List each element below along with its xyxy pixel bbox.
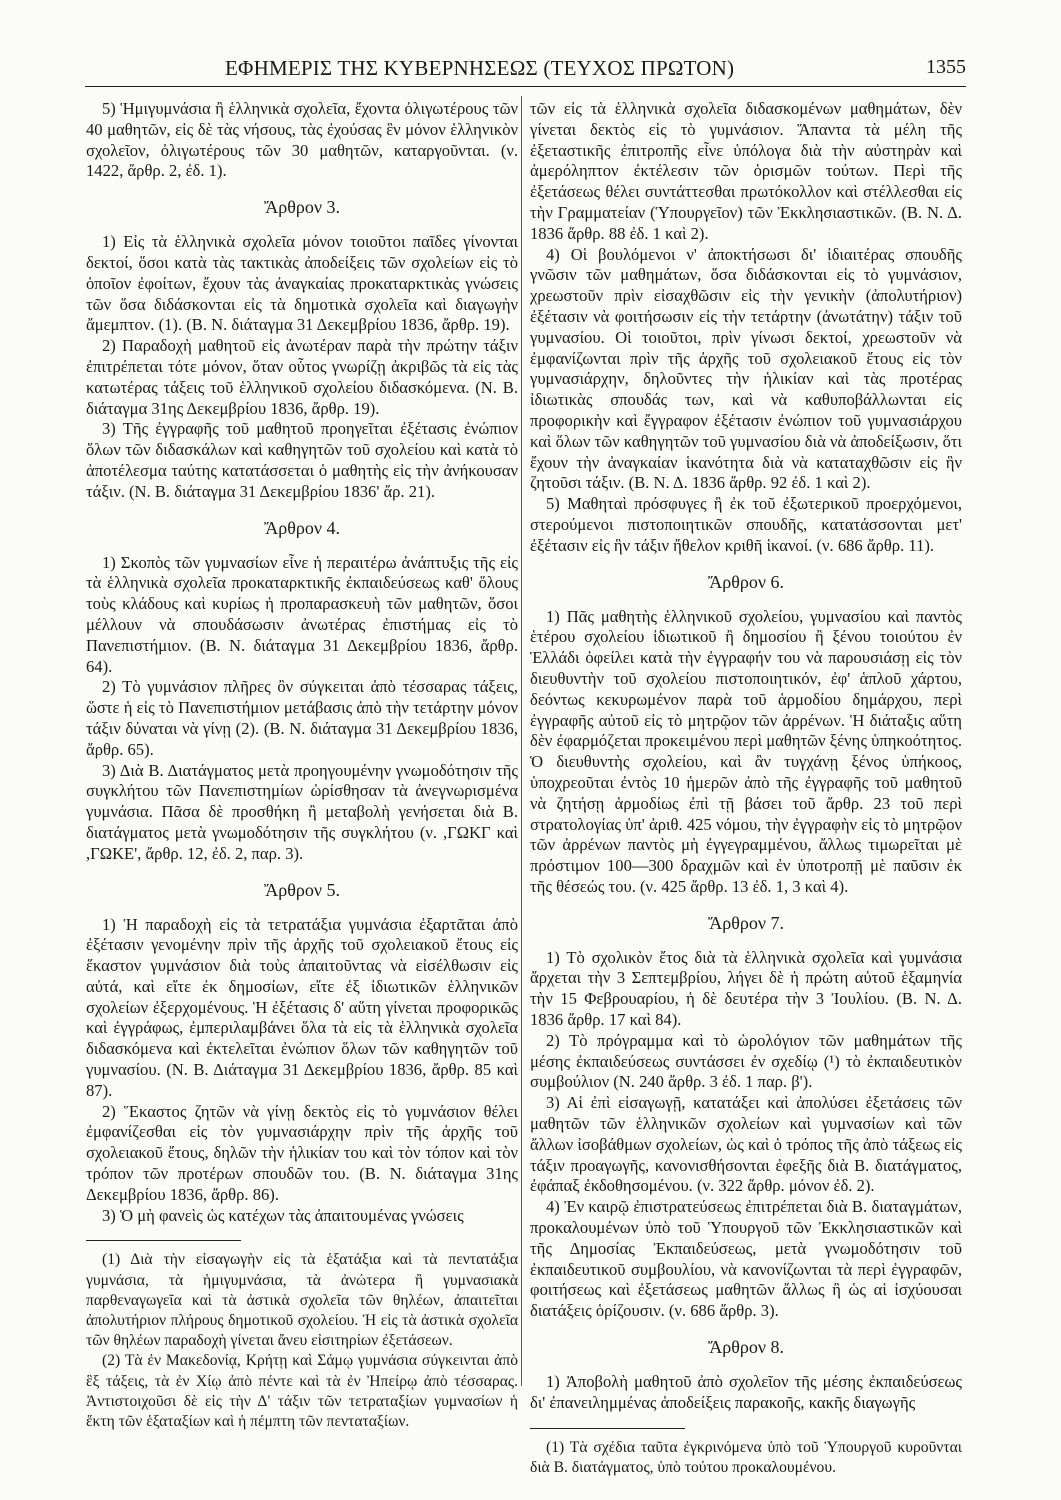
paragraph: 1) Ἀποβολὴ μαθητοῦ ἀπὸ σχολεῖον τῆς μέσης ἐκπαιδεύσεως δι' ἐπανειλημμένας ἀποδείξεις παρακοῆς, κακῆς διαγωγῆς: [530, 1372, 962, 1412]
footnote: (1) Διὰ τὴν εἰσαγωγὴν εἰς τὰ ἑξατάξια καὶ τὰ πεντατάξια γυμνάσια, τὰ ἡμιγυμνάσια, τὰ ἀνώτερα ἢ γυμνασιακὰ παρθεναγωγεῖα καὶ τὰ ἀστικὰ σχολεῖα τῶν θηλέων, ἀπαιτεῖται ἀπολυτήριον πλήρους δημοτικοῦ σχολείου. Ἡ εἰς τὰ ἀστικὰ σχολεῖα τῶν θηλέων παραδοχὴ γίνεται ἄνευ εἰσιτηρίων ἐξετάσεων.: [86, 1251, 518, 1350]
paragraph: 4) Ἐν καιρῷ ἐπιστρατεύσεως ἐπιτρέπεται διὰ Β. διαταγμάτων, προκαλουμένων ὑπὸ τοῦ Ὑπουργοῦ τῶν Ἐκκλησιαστικῶν καὶ τῆς Δημοσίας Ἐκπαιδεύσεως, μετὰ γνωμοδότησιν τοῦ ἐκπαιδευτικοῦ συμβουλίου, νὰ κανονίζωνται τὰ περὶ ἐγγραφῶν, φοιτήσεως καὶ ἐξετάσεως μαθητῶν ἄλλως ἢ ὡς αἱ ἰσχύουσαι διατάξεις ὁρίζουσιν. (ν. 686 ἄρθρ. 3).: [530, 1197, 962, 1321]
footnote: (2) Τὰ ἐν Μακεδονίᾳ, Κρήτῃ καὶ Σάμῳ γυμνάσια σύγκεινται ἀπὸ ἓξ τάξεις, τὰ ἐν Χίῳ ἀπὸ πέντε καὶ τὰ ἐν Ἠπείρῳ ἀπὸ τέσσαρας. Ἀντιστοιχοῦσι δὲ εἰς τὴν Δ' τάξιν τῶν τετραταξίων γυμνασίων ἡ ἕκτη τῶν ἑξαταξίων καὶ ἡ πέμπτη τῶν πενταταξίων.: [86, 1352, 518, 1431]
paragraph: 2) Τὸ πρόγραμμα καὶ τὸ ὡρολόγιον τῶν μαθημάτων τῆς μέσης ἐκπαιδεύσεως συντάσσει ἐν σχεδίῳ (¹) τὸ ἐκπαιδευτικὸν συμβούλιον (Ν. 240 ἄρθρ. 3 ἐδ. 1 παρ. β').: [530, 1030, 962, 1092]
paragraph: 2) Ἕκαστος ζητῶν νὰ γίνῃ δεκτὸς εἰς τὸ γυμνάσιον θέλει ἐμφανίζεσθαι εἰς τὸν γυμνασιάρχην πρὶν τῆς ἀρχῆς τοῦ σχολειακοῦ ἔτους, δηλῶν τὴν ἡλικίαν του καὶ τὸν τόπον καὶ τὸν τρόπον τῶν προτέρων σπουδῶν του. (Β. Ν. διάταγμα 31ης Δεκεμβρίου 1836, ἄρθρ. 86).: [86, 1101, 518, 1204]
page-number: 1355: [926, 56, 966, 78]
footnote-rule: [530, 1428, 685, 1429]
article-heading: Ἄρθρον 3.: [264, 197, 340, 218]
paragraph: 3) Ὁ μὴ φανεὶς ὡς κατέχων τὰς ἀπαιτουμένας γνώσεις: [102, 1205, 464, 1225]
paragraph: τῶν εἰς τὰ ἑλληνικὰ σχολεῖα διδασκομένων μαθημάτων, δὲν γίνεται δεκτὸς εἰς τὸ γυμνάσιον. Ἅπαντα τὰ μέλη τῆς ἐξεταστικῆς ἐπιτροπῆς εἶνε ὑπόλογα διὰ τὴν αὐστηρὰν καὶ ἀμερόληπτον ἐκτέλεσιν τῶν ὁρισμῶν τούτων. Περὶ τῆς ἐξετάσεως θέλει συντάττεσθαι πρωτόκολλον καὶ στέλλεσθαι εἰς τὴν Γραμματείαν (Ὑπουργεῖον) τῶν Ἐκκλησιαστικῶν. (Β. Ν. Δ. 1836 ἄρθρ. 88 ἐδ. 1 καὶ 2).: [530, 99, 962, 243]
left-column: [86, 99, 518, 1432]
gazette-title: ΕΦΗΜΕΡΙΣ ΤΗΣ ΚΥΒΕΡΝΗΣΕΩΣ (ΤΕΥΧΟΣ ΠΡΩΤΟΝ): [225, 56, 735, 80]
paragraph: 2) Παραδοχὴ μαθητοῦ εἰς ἀνωτέραν παρὰ τὴν πρώτην τάξιν ἐπιτρέπεται τότε μόνον, ὅταν οὗτος γνωρίζῃ ἀκριβῶς τὰ εἰς τὰς κατωτέρας τάξεις τοῦ ἑλληνικοῦ σχολείου διδασκόμενα. (Ν. Β. διάταγμα 31ης Δεκεμβρίου 1836, ἄρθρ. 19).: [86, 336, 518, 418]
left-footnotes: [86, 1240, 518, 1432]
right-footnotes: [530, 1428, 962, 1478]
article-heading: Ἄρθρον 7.: [708, 912, 784, 933]
article-heading: Ἄρθρον 8.: [708, 1337, 784, 1358]
paragraph: 1) Τὸ σχολικὸν ἔτος διὰ τὰ ἑλληνικὰ σχολεῖα καὶ γυμνάσια ἄρχεται τὴν 3 Σεπτεμβρίου, λήγει δὲ ἡ πρώτη αὐτοῦ ἑξαμηνία τὴν 15 Φεβρουαρίου, ἡ δὲ δευτέρα τὴν 3 Ἰουλίου. (Β. Ν. Δ. 1836 ἄρθρ. 17 καὶ 84).: [530, 947, 962, 1030]
right-column: [530, 99, 962, 1478]
paragraph: 3) Τῆς ἐγγραφῆς τοῦ μαθητοῦ προηγεῖται ἐξέτασις ἐνώπιον ὅλων τῶν διδασκάλων καὶ καθηγητῶν τοῦ σχολείου καὶ κατὰ τὸ ἀποτέλεσμα ταύτης κατατάσσεται ὁ μαθητὴς εἰς τὴν ἀνήκουσαν τάξιν. (Ν. Β. διάταγμα 31 Δεκεμβρίου 1836' ἄρ. 21).: [86, 419, 518, 501]
paragraph: 1) Σκοπὸς τῶν γυμνασίων εἶνε ἡ περαιτέρω ἀνάπτυξις τῆς εἰς τὰ ἑλληνικὰ σχολεῖα προκαταρκτικῆς ἐκπαιδεύσεως καθ' ὅλους τοὺς κλάδους καὶ κυρίως ἡ προπαρασκευὴ τῶν μαθητῶν, ὅσοι μέλλουν νὰ σπουδάσωσιν ἀνωτέρας ἐπιστήμας εἰς τὸ Πανεπιστήμιον. (Β. Ν. διάταγμα 31 Δεκεμβρίου 1836, ἄρθρ. 64).: [86, 552, 518, 676]
paragraph: 5) Μαθηταὶ πρόσφυγες ἢ ἐκ τοῦ ἐξωτερικοῦ προερχόμενοι, στερούμενοι πιστοποιητικῶν σπουδῆς, κατατάσσονται μετ' ἐξέτασιν εἰς ἣν τάξιν ἤθελον κριθῆ ἱκανοί. (ν. 686 ἄρθρ. 11).: [530, 494, 962, 555]
page-header: [85, 56, 966, 87]
paragraph: 3) Αἱ ἐπὶ εἰσαγωγῇ, κατατάξει καὶ ἀπολύσει ἐξετάσεις τῶν μαθητῶν τῶν ἑλληνικῶν σχολείων καὶ γυμνασίων καὶ τῶν ἄλλων ἰσοβάθμων σχολείων, ὡς καὶ ὁ τρόπος τῆς ἀπὸ τάξεως εἰς τάξιν προαγωγῆς, κανονισθήσονται ἐφεξῆς διὰ Β. διατάγματος, ἐφάπαξ ἐκδοθησομένου. (ν. 322 ἄρθρ. μόνον ἐδ. 2).: [530, 1093, 962, 1196]
footnote: (1) Τὰ σχέδια ταῦτα ἐγκρινόμενα ὑπὸ τοῦ Ὑπουργοῦ κυροῦνται διὰ Β. διατάγματος, ὑπὸ τούτου προκαλουμένου.: [530, 1438, 962, 1476]
article-heading: Ἄρθρον 5.: [264, 879, 340, 900]
paragraph: 1) Εἰς τὰ ἑλληνικὰ σχολεῖα μόνον τοιοῦτοι παῖδες γίνονται δεκτοί, ὅσοι κατὰ τὰς τακτικὰς ἀποδείξεις τῶν σχολείων εἰς τὸ ὁποῖον ἐφοίτων, ἔχουν τὰς ἀναγκαίας προκαταρκτικὰς γνώσεις τῶν ὅσα διδάσκονται εἰς τὰ δημοτικὰ σχολεῖα καὶ διαγωγὴν ἄμεμπτον. (1). (Β. Ν. διάταγμα 31 Δεκεμβρίου 1836, ἄρθρ. 19).: [86, 232, 518, 335]
paragraph: 4) Οἱ βουλόμενοι ν' ἀποκτήσωσι δι' ἰδιαιτέρας σπουδῆς γνῶσιν τῶν μαθημάτων, ὅσα διδάσκονται εἰς τὸ γυμνάσιον, χρεωστοῦν πρὶν εἰσαχθῶσιν εἰς τὴν γενικὴν (ἀπολυτήριον) ἐξέτασιν νὰ φοιτήσωσιν εἰς τὴν τετάρτην (ἀνωτάτην) τάξιν τοῦ γυμνασίου. Οἱ τοιοῦτοι, πρὶν γίνωσι δεκτοί, χρεωστοῦν νὰ ἐμφανίζωνται πρὶν τῆς ἀρχῆς τοῦ σχολειακοῦ ἔτους εἰς τὸν γυμνασιάρχην, δηλοῦντες τὴν ἡλικίαν καὶ τὰς προτέρας ἰδιωτικὰς σπουδάς των, καὶ νὰ καθυποβάλλωνται εἰς προφορικὴν καὶ ἔγγραφον ἐξέτασιν ἐνώπιον τοῦ γυμνασιάρχου καὶ ὅλων τῶν καθηγητῶν τοῦ γυμνασίου διὰ νὰ ἀποδείξωσιν, ὅτι ἔχουν τὴν ἀναγκαίαν ἱκανότητα διὰ νὰ καταταχθῶσιν εἰς ἣν ζητοῦσι τάξιν. (Β. Ν. Δ. 1836 ἄρθρ. 92 ἐδ. 1 καὶ 2).: [530, 244, 962, 493]
article-heading: Ἄρθρον 4.: [264, 517, 340, 538]
paragraph: 5) Ἡμιγυμνάσια ἢ ἑλληνικὰ σχολεῖα, ἔχοντα ὀλιγωτέρους τῶν 40 μαθητῶν, εἰς δὲ τὰς νήσους, τὰς ἐχούσας ἓν μόνον ἑλληνικὸν σχολεῖον, ὀλιγωτέρους τῶν 30 μαθητῶν, καταργοῦνται. (ν. 1422, ἄρθρ. 2, ἐδ. 1).: [86, 99, 518, 181]
article-heading: Ἄρθρον 6.: [708, 571, 784, 592]
footnote-rule: [86, 1240, 241, 1241]
column-divider: [521, 96, 522, 1386]
paragraph: 1) Πᾶς μαθητὴς ἑλληνικοῦ σχολείου, γυμνασίου καὶ παντὸς ἑτέρου σχολείου ἰδιωτικοῦ ἢ δημοσίου ἢ ξένου τοιούτου ἐν Ἑλλάδι ὀφείλει κατὰ τὴν ἐγγραφήν του νὰ παρουσιάσῃ εἰς τὸν διευθυντὴν τοῦ σχολείου πιστοποιητικόν, ἐφ' ἁπλοῦ χάρτου, δεόντως κεκυρωμένον παρὰ τοῦ ἁρμοδίου δημάρχου, περὶ ἐγγραφῆς αὐτοῦ εἰς τὸ μητρῷον τῶν ἀρρένων. Ἡ διάταξις αὕτη δὲν ἐφαρμόζεται προκειμένου περὶ μαθητῶν ξένης ὑπηκοότητος. Ὁ διευθυντὴς σχολείου, καὶ ἂν τυγχάνῃ ξένος ὑπήκοος, ὑποχρεοῦται ἐντὸς 10 ἡμερῶν ἀπὸ τῆς ἐγγραφῆς τοῦ μαθητοῦ νὰ ζητήσῃ ἁρμοδίως ἐπὶ τῇ βάσει τοῦ ἄρθρ. 23 τοῦ περὶ στρατολογίας ὑπ' ἀριθ. 425 νόμου, τὴν ἐγγραφὴν εἰς τὸ μητρῷον τῶν ἀρρένων παντὸς μὴ ἐγγεγραμμένου, ἄλλως τιμωρεῖται μὲ πρόστιμον 100—300 δραχμῶν καὶ ἐν ὑποτροπῇ μὲ παῦσιν ἐκ τῆς θέσεώς του. (ν. 425 ἄρθρ. 13 ἐδ. 1, 3 καὶ 4).: [530, 606, 962, 896]
paragraph: 3) Διὰ Β. Διατάγματος μετὰ προηγουμένην γνωμοδότησιν τῆς συγκλήτου τῶν Πανεπιστημίων ὡρίσθησαν τὰ ἀνεγνωρισμένα γυμνάσια. Πᾶσα δὲ προσθήκη ἢ μεταβολὴ γενήσεται διὰ Β. διατάγματος μετὰ γνωμοδότησιν τῆς συγκλήτου (ν. ,ΓΩΚΓ καὶ ,ΓΩΚΕ', ἄρθρ. 12, ἐδ. 2, παρ. 3).: [86, 760, 518, 863]
paragraph: 1) Ἡ παραδοχὴ εἰς τὰ τετρατάξια γυμνάσια ἐξαρτᾶται ἀπὸ ἐξέτασιν γενομένην πρὶν τῆς ἀρχῆς τοῦ σχολειακοῦ ἔτους εἰς ἕκαστον γυμνάσιον διὰ τοὺς ἀπαιτοῦντας νὰ εἰσέλθωσιν εἰς αὐτά, καὶ εἴτε ἐκ δημοσίων, εἴτε ἐξ ἰδιωτικῶν ἑλληνικῶν σχολείων ἐξερχομένους. Ἡ ἐξέτασις δ' αὕτη γίνεται προφορικῶς καὶ ἐγγράφως, ἐμπεριλαμβάνει ὅλα τὰ εἰς τὰ ἑλληνικὰ σχολεῖα διδασκόμενα καὶ ἐκτελεῖται ἐνώπιον ὅλων τῶν καθηγητῶν τοῦ γυμνασίου. (Ν. Β. Διάταγμα 31 Δεκεμβρίου 1836, ἄρθρ. 85 καὶ 87).: [86, 914, 518, 1100]
paragraph: 2) Τὸ γυμνάσιον πλῆρες ὂν σύγκειται ἀπὸ τέσσαρας τάξεις, ὥστε ἡ εἰς τὸ Πανεπιστήμιον μετάβασις ἀπὸ τὴν τετάρτην μόνον τάξιν δύναται νὰ γίνῃ (2). (Β. Ν. διάταγμα 31 Δεκεμβρίου 1836, ἄρθρ. 65).: [86, 677, 518, 759]
